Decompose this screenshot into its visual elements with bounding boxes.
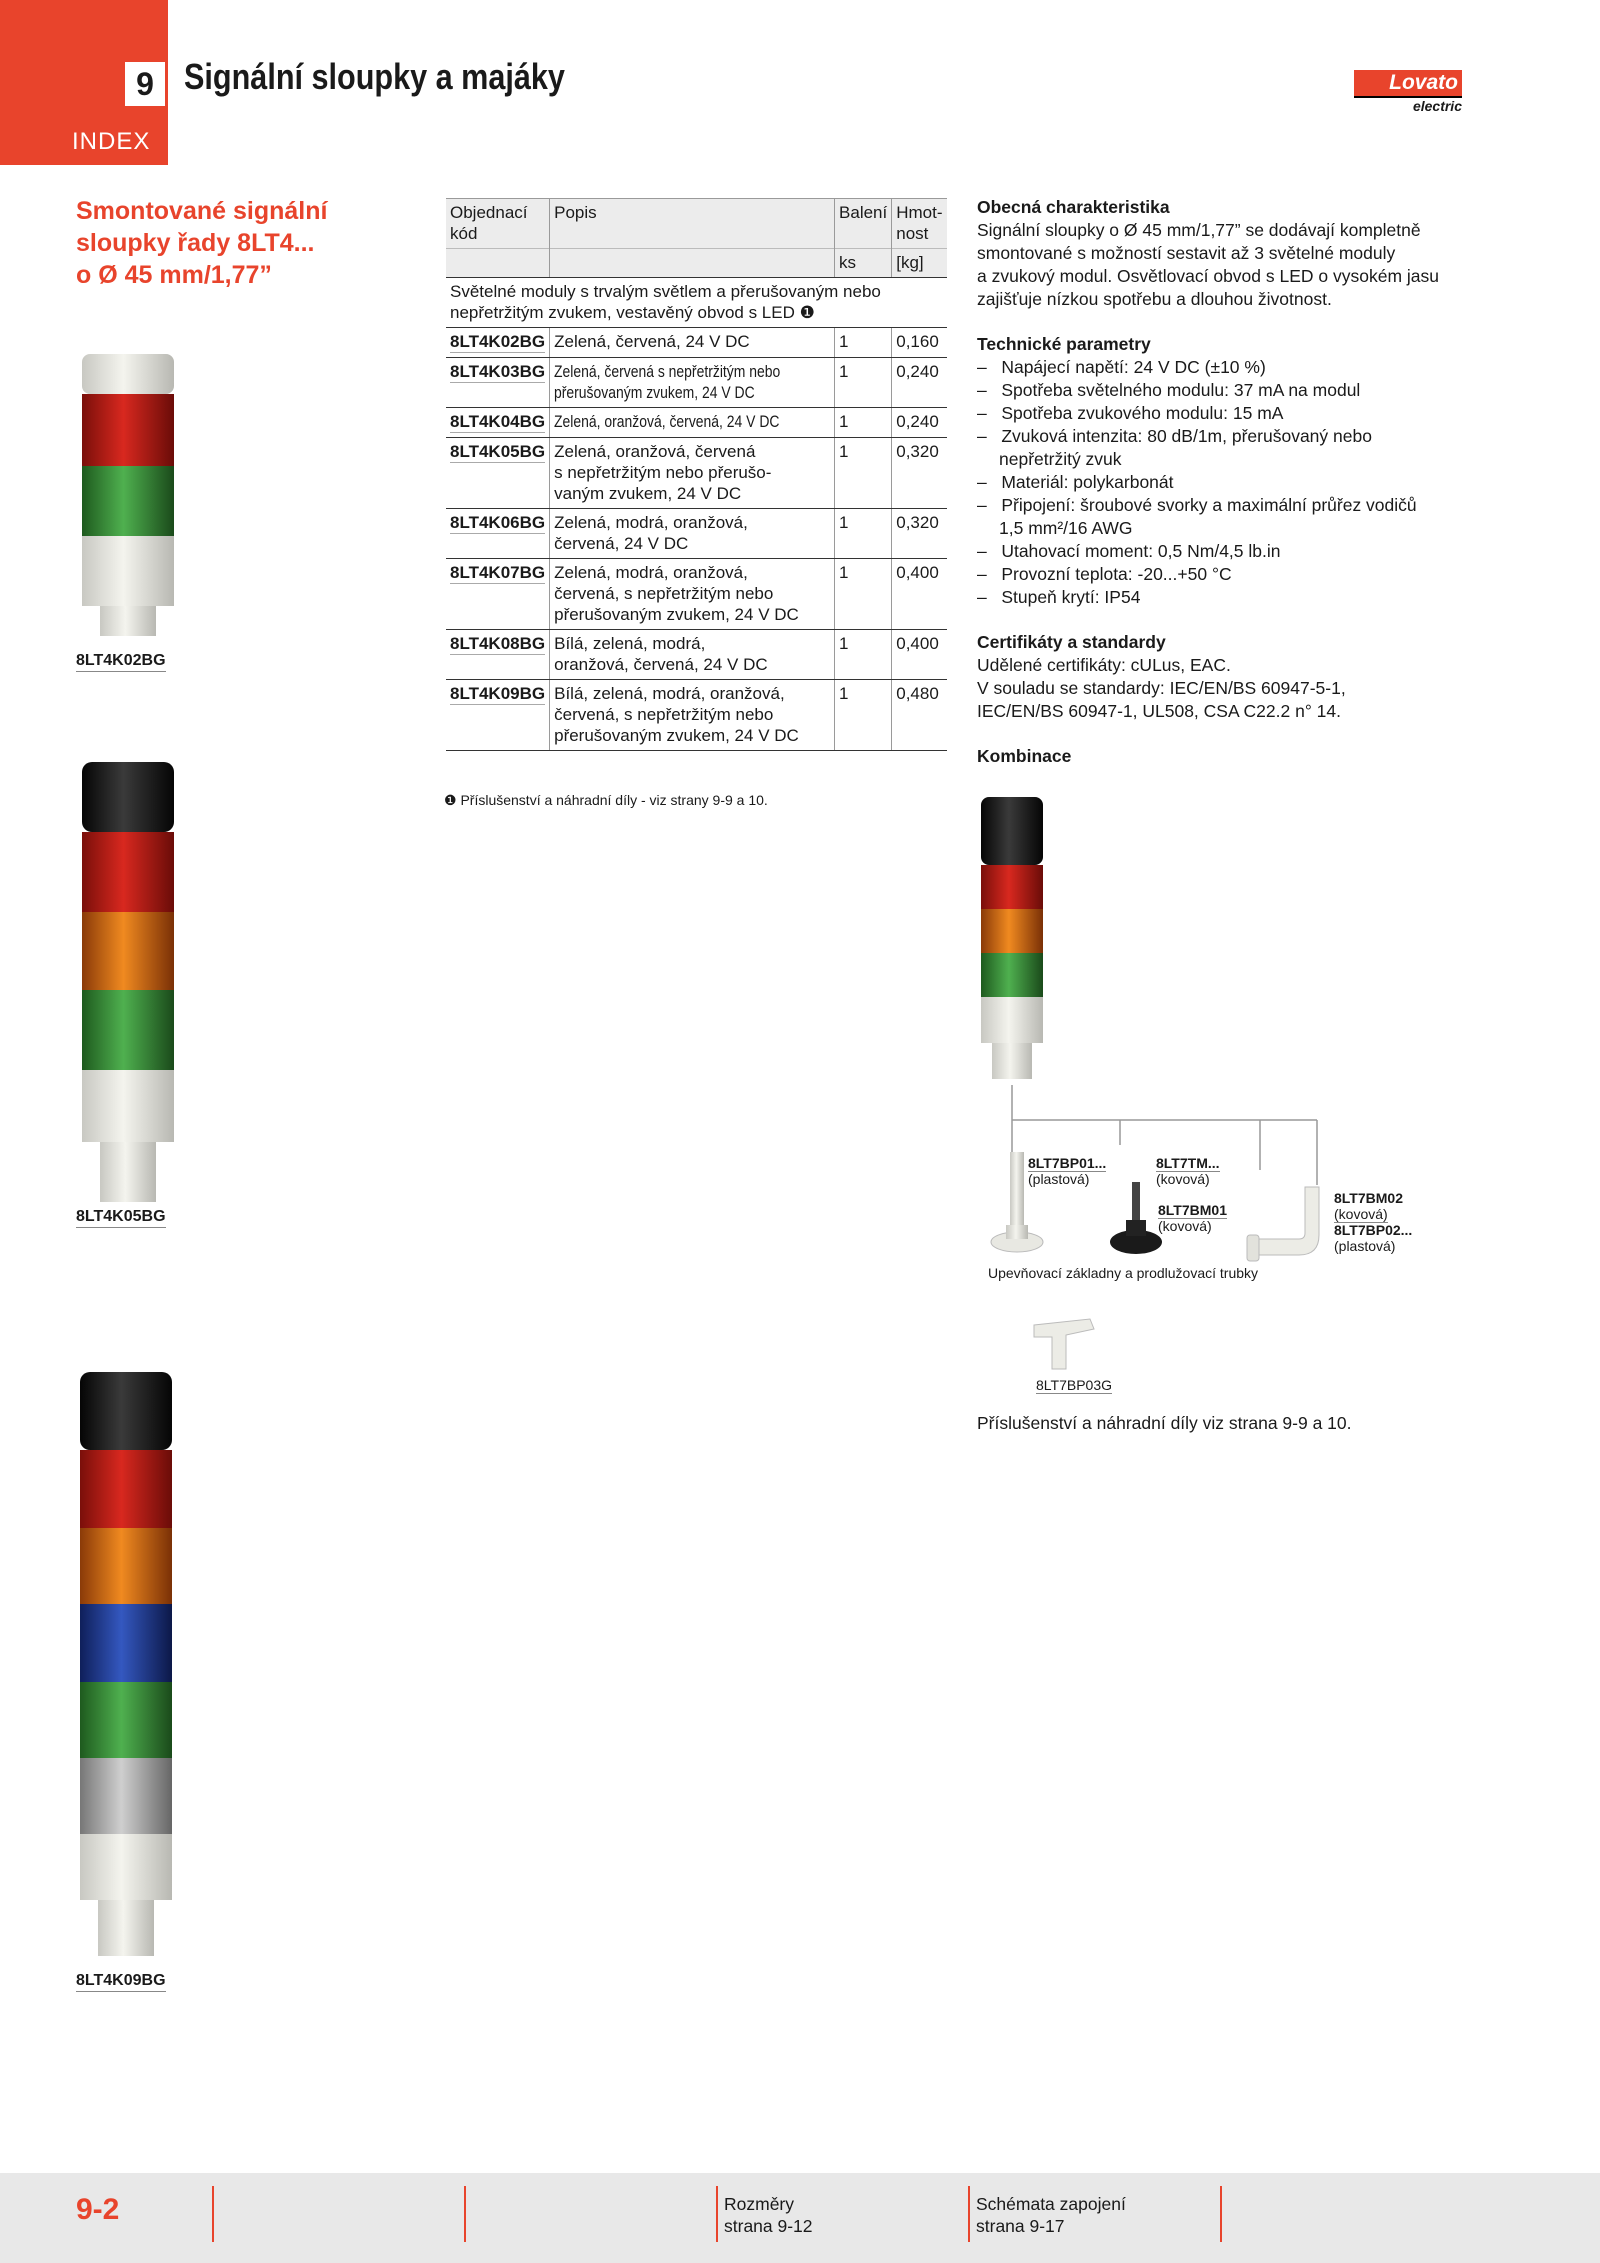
- col-header-desc: Popis: [550, 199, 835, 249]
- order-code: 8LT4K08BG: [446, 630, 550, 680]
- index-link[interactable]: INDEX: [72, 128, 151, 155]
- description: Zelená, oranžová, červená, 24 V DC: [550, 408, 835, 438]
- quantity: 1: [835, 630, 892, 680]
- combination-tower-image: [978, 795, 1046, 1083]
- combinations-title: Kombinace: [977, 746, 1072, 766]
- technical-item: – Připojení: šroubové svorky a maximální průřez vodičů 1,5 mm²/16 AWG: [977, 495, 1417, 538]
- green-segment: [82, 990, 174, 1070]
- table-row: [446, 630, 947, 680]
- page-number: 9-2: [76, 2193, 120, 2226]
- table-row: [446, 438, 947, 509]
- description: Zelená, červená, 24 V DC: [550, 328, 835, 358]
- weight: 0,240: [892, 358, 947, 408]
- footer-divider: [1220, 2186, 1222, 2242]
- technical-item: – Stupeň krytí: IP54: [977, 587, 1141, 607]
- technical-item: – Utahovací moment: 0,5 Nm/4,5 lb.in: [977, 541, 1281, 561]
- description: Zelená, oranžová, červená s nepřetržitým nebo přerušo- vaným zvukem, 24 V DC: [550, 438, 835, 509]
- quantity: 1: [835, 328, 892, 358]
- quantity: 1: [835, 509, 892, 559]
- table-row: [446, 408, 947, 438]
- general-text: Signální sloupky o Ø 45 mm/1,77” se dodávají kompletně smontované s možností sestavit až 3 světelné moduly a zvukový modul. Osvětlovací obvod s LED o vysokém jasu zajišťuje nízkou spotřebu a dlouhou životnost.: [977, 220, 1440, 309]
- table-row: [446, 680, 947, 751]
- footer-divider: [968, 2186, 970, 2242]
- table-footnote: ❶ Příslušenství a náhradní díly - viz strany 9-9 a 10.: [444, 792, 768, 808]
- signal-tower-image: [78, 352, 178, 640]
- base-stem: [98, 1900, 154, 1956]
- table-row: [446, 328, 947, 358]
- base-segment: [80, 1834, 172, 1900]
- technical-item: – Spotřeba světelného modulu: 37 mA na modul: [977, 380, 1361, 400]
- description: Zelená, modrá, oranžová, červená, 24 V DC: [550, 509, 835, 559]
- weight: 0,160: [892, 328, 947, 358]
- section-title: Smontované signální sloupky řady 8LT4... o Ø 45 mm/1,77”: [76, 197, 328, 289]
- general-title: Obecná charakteristika: [977, 197, 1170, 217]
- col-header-code: Objednací kód: [446, 199, 550, 249]
- quantity: 1: [835, 438, 892, 509]
- weight: 0,400: [892, 559, 947, 630]
- footer-divider: [464, 2186, 466, 2242]
- bracket-8lt7bp03g-image: [1030, 1315, 1100, 1375]
- order-table: [446, 198, 947, 751]
- table-row: [446, 509, 947, 559]
- green-segment: [80, 1682, 172, 1758]
- order-code: 8LT4K02BG: [446, 328, 550, 358]
- weight: 0,400: [892, 630, 947, 680]
- product-label: 8LT4K02BG: [76, 652, 166, 672]
- description: Bílá, zelená, modrá, oranžová, červená, 24 V DC: [550, 630, 835, 680]
- order-code: 8LT4K09BG: [446, 680, 550, 751]
- page-title: Signální sloupky a majáky: [184, 56, 565, 97]
- table-group-row: [446, 278, 947, 328]
- technical-item: – Provozní teplota: -20...+50 °C: [977, 564, 1232, 584]
- accessory-label: 8LT7BP01... (plastová): [1028, 1155, 1107, 1187]
- product-label: 8LT4K09BG: [76, 1972, 166, 1992]
- base-segment: [82, 1070, 174, 1142]
- signal-tower-image: [76, 1370, 176, 1960]
- description: Zelená, modrá, oranžová, červená, s nepřetržitým nebo přerušovaným zvukem, 24 V DC: [550, 559, 835, 630]
- accessory-label: 8LT7TM... (kovová): [1156, 1155, 1220, 1187]
- order-code: 8LT4K07BG: [446, 559, 550, 630]
- table-units-row: [446, 249, 947, 278]
- table-row: [446, 559, 947, 630]
- unit-weight: [kg]: [892, 249, 947, 278]
- technical-list: [977, 356, 1477, 609]
- footer-divider: [212, 2186, 214, 2242]
- base-stem: [100, 1142, 156, 1202]
- group-title: Světelné moduly s trvalým světlem a přerušovaným nebo nepřetržitým zvukem, vestavěný obvod s LED ❶: [446, 278, 947, 328]
- clear-segment: [80, 1758, 172, 1834]
- red-segment: [82, 394, 174, 466]
- table-row: [446, 358, 947, 408]
- accessory-label: 8LT7BM02 (kovová) 8LT7BP02... (plastová): [1334, 1190, 1413, 1254]
- technical-item: – Zvuková intenzita: 80 dB/1m, přerušovaný nebo nepřetržitý zvuk: [977, 426, 1372, 469]
- technical-item: – Napájecí napětí: 24 V DC (±10 %): [977, 357, 1266, 377]
- quantity: 1: [835, 680, 892, 751]
- black-cap: [80, 1372, 172, 1450]
- red-segment: [82, 832, 174, 912]
- order-code: 8LT4K06BG: [446, 509, 550, 559]
- quantity: 1: [835, 408, 892, 438]
- footer-link-dimensions[interactable]: Rozměry strana 9-12: [724, 2194, 813, 2236]
- chapter-number: 9: [125, 62, 165, 106]
- wall-bracket-image: [1245, 1185, 1325, 1265]
- logo-sub: electric: [1354, 96, 1462, 114]
- col-header-qty: Balení: [835, 199, 892, 249]
- white-cap: [82, 354, 174, 394]
- logo-brand: Lovato: [1354, 70, 1462, 96]
- footer-link-wiring[interactable]: Schémata zapojení strana 9-17: [976, 2194, 1126, 2236]
- accessories-note: Příslušenství a náhradní díly viz strana 9-9 a 10.: [977, 1413, 1352, 1433]
- right-column: [977, 196, 1477, 768]
- certificates-text: Udělené certifikáty: cULus, EAC. V souladu se standardy: IEC/EN/BS 60947-5-1, IEC/EN/BS 60947-1, UL508, CSA C22.2 n° 14.: [977, 655, 1346, 721]
- quantity: 1: [835, 358, 892, 408]
- orange-segment: [82, 912, 174, 990]
- order-code: 8LT4K03BG: [446, 358, 550, 408]
- technical-item: – Materiál: polykarbonát: [977, 472, 1174, 492]
- product-label: 8LT4K05BG: [76, 1208, 166, 1228]
- description: Bílá, zelená, modrá, oranžová, červená, s nepřetržitým nebo přerušovaným zvukem, 24 V DC: [550, 680, 835, 751]
- weight: 0,320: [892, 438, 947, 509]
- lovato-logo: [1354, 70, 1462, 114]
- description: Zelená, červená s nepřetržitým nebo přerušovaným zvukem, 24 V DC: [550, 358, 835, 408]
- black-cap: [82, 762, 174, 832]
- red-segment: [80, 1450, 172, 1528]
- technical-item: – Spotřeba zvukového modulu: 15 mA: [977, 403, 1284, 423]
- order-code: 8LT4K05BG: [446, 438, 550, 509]
- accessory-caption: Upevňovací základny a prodlužovací trubky: [988, 1265, 1259, 1281]
- bracket-label: 8LT7BP03G: [1036, 1377, 1113, 1393]
- blue-segment: [80, 1604, 172, 1682]
- unit-qty: ks: [835, 249, 892, 278]
- quantity: 1: [835, 559, 892, 630]
- weight: 0,240: [892, 408, 947, 438]
- base-stem: [100, 606, 156, 636]
- orange-segment: [80, 1528, 172, 1604]
- weight: 0,480: [892, 680, 947, 751]
- green-segment: [82, 466, 174, 536]
- order-code: 8LT4K04BG: [446, 408, 550, 438]
- signal-tower-image: [78, 760, 178, 1206]
- col-header-weight: Hmot- nost: [892, 199, 947, 249]
- weight: 0,320: [892, 509, 947, 559]
- accessory-label: 8LT7BM01 (kovová): [1158, 1202, 1227, 1234]
- base-segment: [82, 536, 174, 606]
- footer-divider: [716, 2186, 718, 2242]
- certificates-title: Certifikáty a standardy: [977, 632, 1166, 652]
- table-header-row: [446, 199, 947, 249]
- technical-title: Technické parametry: [977, 334, 1151, 354]
